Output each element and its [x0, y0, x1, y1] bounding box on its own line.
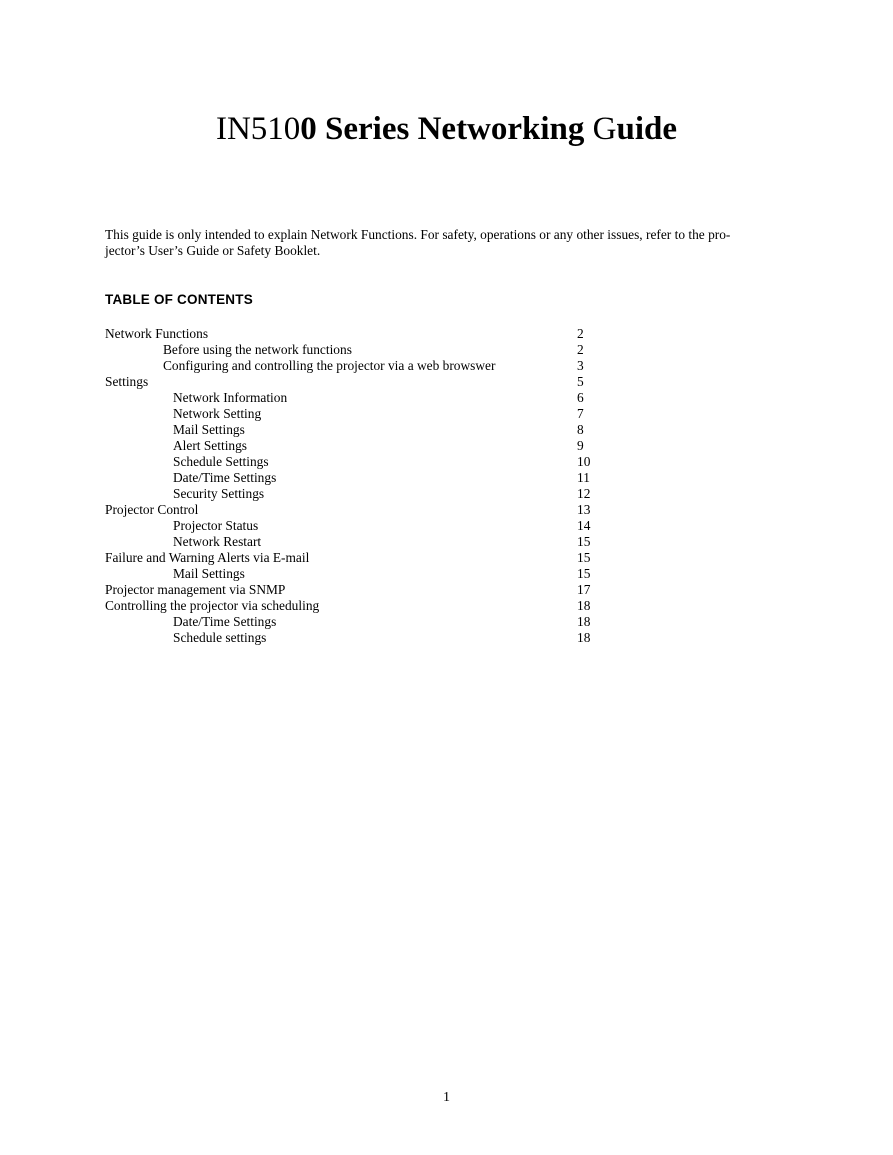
toc-entry-page: 6 — [577, 390, 584, 405]
toc-entry-page: 17 — [577, 582, 591, 597]
toc-entry-page: 18 — [577, 630, 591, 645]
intro-paragraph — [105, 227, 785, 259]
toc-entry — [105, 518, 665, 534]
toc-entry-label: Date/Time Settings — [173, 614, 277, 629]
toc-entry-page: 7 — [577, 406, 584, 421]
table-of-contents — [105, 326, 665, 646]
page-number: 1 — [443, 1090, 450, 1105]
title-part-3: G — [592, 111, 617, 147]
toc-entry-label: Configuring and controlling the projector via a web browswer — [163, 358, 496, 373]
toc-entry-label: Network Information — [173, 390, 288, 405]
toc-entry — [105, 502, 665, 518]
toc-entry — [105, 358, 665, 374]
toc-entry-label: Network Setting — [173, 406, 262, 421]
toc-entry-label: Mail Settings — [173, 566, 245, 581]
title-part-4: uide — [616, 111, 678, 147]
toc-entry-label: Schedule Settings — [173, 454, 269, 469]
toc-entry — [105, 454, 665, 470]
toc-entry-page: 2 — [577, 326, 584, 341]
toc-entry-page: 2 — [577, 342, 584, 357]
toc-entry-label: Network Functions — [105, 326, 209, 341]
toc-entry — [105, 342, 665, 358]
toc-entry — [105, 486, 665, 502]
toc-entry-page: 14 — [577, 518, 591, 533]
toc-entry-page: 15 — [577, 550, 591, 565]
title-part-2: 0 Series Networking — [300, 111, 593, 147]
toc-entry-label: Security Settings — [173, 486, 265, 501]
toc-entry-page: 11 — [577, 470, 590, 485]
toc-entry — [105, 470, 665, 486]
toc-entry-page: 15 — [577, 534, 591, 549]
toc-entry — [105, 326, 665, 342]
toc-entry-label: Failure and Warning Alerts via E-mail — [105, 550, 310, 565]
toc-entry-page: 10 — [577, 454, 591, 469]
toc-entry-page: 9 — [577, 438, 584, 453]
toc-entry — [105, 534, 665, 550]
intro-line-2: jector’s User’s Guide or Safety Booklet. — [105, 243, 321, 258]
toc-entry-page: 15 — [577, 566, 591, 581]
toc-entry-label: Mail Settings — [173, 422, 245, 437]
toc-entry — [105, 566, 665, 582]
toc-entry — [105, 614, 665, 630]
toc-entry-page: 12 — [577, 486, 591, 501]
toc-entry-label: Before using the network functions — [163, 342, 352, 357]
toc-entry — [105, 374, 665, 390]
toc-entry-page: 8 — [577, 422, 584, 437]
toc-entry — [105, 422, 665, 438]
toc-entry — [105, 406, 665, 422]
toc-entry-label: Projector Status — [173, 518, 259, 533]
toc-heading: TABLE OF CONTENTS — [105, 292, 253, 307]
toc-entry — [105, 582, 665, 598]
toc-entry-page: 18 — [577, 614, 591, 629]
toc-entry-page: 5 — [577, 374, 584, 389]
toc-entry-page: 18 — [577, 598, 591, 613]
toc-entry — [105, 390, 665, 406]
toc-entry-label: Schedule settings — [173, 630, 267, 645]
toc-entry — [105, 598, 665, 614]
toc-entry-label: Alert Settings — [173, 438, 248, 453]
document-title — [0, 108, 893, 150]
toc-entry-label: Date/Time Settings — [173, 470, 277, 485]
toc-entry — [105, 438, 665, 454]
toc-entry-label: Network Restart — [173, 534, 262, 549]
toc-entry-label: Projector management via SNMP — [105, 582, 286, 597]
toc-entry-page: 3 — [577, 358, 584, 373]
toc-entry — [105, 630, 665, 646]
intro-line-1: This guide is only intended to explain Network Functions. For safety, operations or any other issues, refer to the pro- — [105, 227, 731, 242]
toc-entry-page: 13 — [577, 502, 591, 517]
toc-entry-label: Projector Control — [105, 502, 199, 517]
title-part-1: IN510 — [215, 111, 301, 147]
toc-entry — [105, 550, 665, 566]
toc-entry-label: Controlling the projector via scheduling — [105, 598, 320, 613]
toc-entry-label: Settings — [105, 374, 149, 389]
